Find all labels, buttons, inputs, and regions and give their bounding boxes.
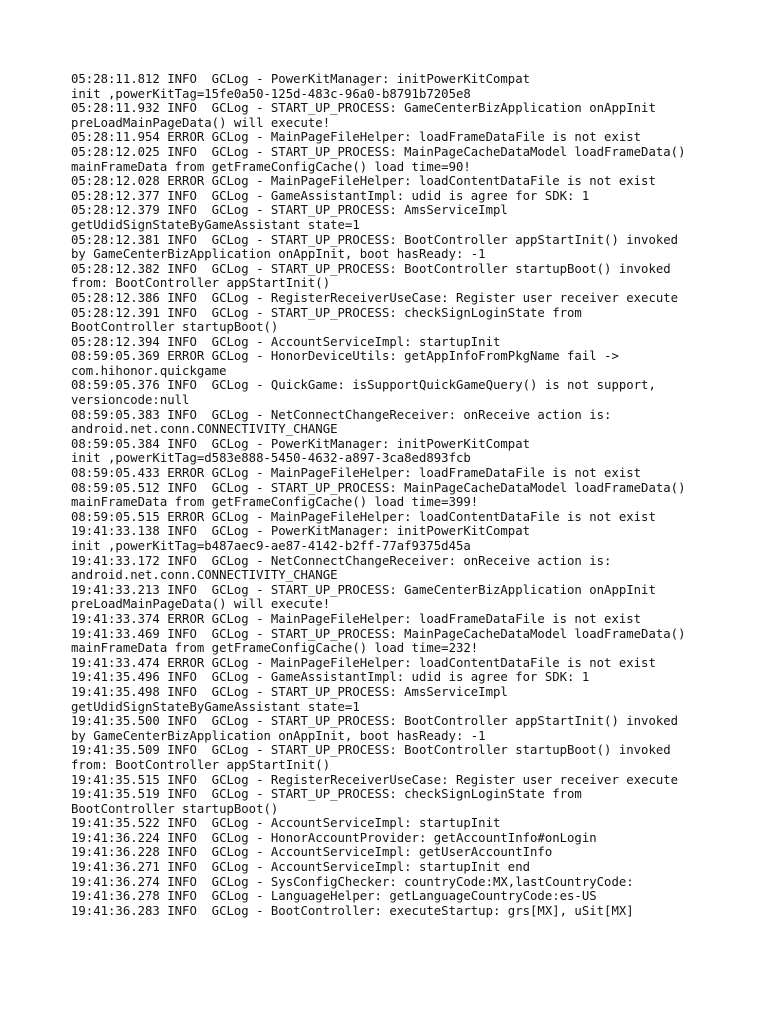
log-line: 05:28:12.382 INFO GCLog - START_UP_PROCESS: BootController startupBoot() invoked (71, 261, 671, 276)
log-line: 08:59:05.383 INFO GCLog - NetConnectChangeReceiver: onReceive action is: (71, 407, 612, 422)
log-line: by GameCenterBizApplication onAppInit, boot hasReady: -1 (71, 247, 486, 262)
log-line: by GameCenterBizApplication onAppInit, boot hasReady: -1 (71, 728, 486, 743)
log-line: 08:59:05.384 INFO GCLog - PowerKitManager: initPowerKitCompat (71, 436, 531, 451)
log-line: 08:59:05.376 INFO GCLog - QuickGame: isSupportQuickGameQuery() is not support, (71, 378, 656, 393)
log-line: getUdidSignStateByGameAssistant state=1 (71, 217, 360, 232)
log-line: 19:41:36.274 INFO GCLog - SysConfigChecker: countryCode:MX,lastCountryCode: (71, 874, 634, 889)
log-line: 19:41:33.172 INFO GCLog - NetConnectChangeReceiver: onReceive action is: (71, 553, 612, 568)
log-line: init ,powerKitTag=15fe0a50-125d-483c-96a0-b8791b7205e8 (71, 86, 471, 101)
log-line: android.net.conn.CONNECTIVITY_CHANGE (71, 422, 338, 437)
log-line: 19:41:35.498 INFO GCLog - START_UP_PROCESS: AmsServiceImpl (71, 684, 508, 699)
log-line: 05:28:11.954 ERROR GCLog - MainPageFileHelper: loadFrameDataFile is not exist (71, 130, 642, 145)
log-line: 05:28:12.379 INFO GCLog - START_UP_PROCESS: AmsServiceImpl (71, 203, 508, 218)
log-line: 19:41:35.500 INFO GCLog - START_UP_PROCESS: BootController appStartInit() invoked (71, 714, 679, 729)
log-line: 08:59:05.512 INFO GCLog - START_UP_PROCESS: MainPageCacheDataModel loadFrameData() (71, 480, 686, 495)
log-line: init ,powerKitTag=d583e888-5450-4632-a897-3ca8ed893fcb (71, 451, 471, 466)
log-line: 19:41:33.469 INFO GCLog - START_UP_PROCESS: MainPageCacheDataModel loadFrameData() (71, 626, 686, 641)
log-line: com.hihonor.quickgame (71, 363, 227, 378)
log-line: BootController startupBoot() (71, 320, 279, 335)
log-line: 19:41:35.509 INFO GCLog - START_UP_PROCESS: BootController startupBoot() invoked (71, 743, 671, 758)
log-line: from: BootController appStartInit() (71, 757, 331, 772)
log-line: 08:59:05.515 ERROR GCLog - MainPageFileHelper: loadContentDataFile is not exist (71, 509, 656, 524)
log-line: 19:41:36.278 INFO GCLog - LanguageHelper: getLanguageCountryCode:es-US (71, 889, 597, 904)
log-line: 05:28:11.932 INFO GCLog - START_UP_PROCESS: GameCenterBizApplication onAppInit (71, 101, 656, 116)
log-line: android.net.conn.CONNECTIVITY_CHANGE (71, 568, 338, 583)
log-line: 19:41:35.496 INFO GCLog - GameAssistantImpl: udid is agree for SDK: 1 (71, 670, 590, 685)
log-line: 08:59:05.433 ERROR GCLog - MainPageFileHelper: loadFrameDataFile is not exist (71, 466, 642, 481)
log-line: 19:41:36.224 INFO GCLog - HonorAccountProvider: getAccountInfo#onLogin (71, 830, 597, 845)
log-line: 05:28:12.381 INFO GCLog - START_UP_PROCESS: BootController appStartInit() invoked (71, 232, 679, 247)
log-line: 19:41:36.283 INFO GCLog - BootController: executeStartup: grs[MX], uSit[MX] (71, 903, 634, 918)
log-line: 19:41:33.374 ERROR GCLog - MainPageFileHelper: loadFrameDataFile is not exist (71, 611, 642, 626)
log-line: getUdidSignStateByGameAssistant state=1 (71, 699, 360, 714)
log-line: 05:28:12.028 ERROR GCLog - MainPageFileHelper: loadContentDataFile is not exist (71, 174, 656, 189)
log-line: 05:28:12.025 INFO GCLog - START_UP_PROCESS: MainPageCacheDataModel loadFrameData() (71, 144, 686, 159)
log-line: 08:59:05.369 ERROR GCLog - HonorDeviceUtils: getAppInfoFromPkgName fail -> (71, 349, 619, 364)
log-line: 05:28:12.391 INFO GCLog - START_UP_PROCESS: checkSignLoginState from (71, 305, 582, 320)
log-line: 19:41:36.271 INFO GCLog - AccountServiceImpl: startupInit end (71, 860, 531, 875)
log-line: mainFrameData from getFrameConfigCache() load time=232! (71, 641, 479, 656)
log-line: 19:41:33.474 ERROR GCLog - MainPageFileHelper: loadContentDataFile is not exist (71, 655, 656, 670)
log-line: 05:28:12.394 INFO GCLog - AccountServiceImpl: startupInit (71, 334, 501, 349)
log-line: mainFrameData from getFrameConfigCache() load time=399! (71, 495, 479, 510)
log-line: 19:41:35.519 INFO GCLog - START_UP_PROCESS: checkSignLoginState from (71, 787, 582, 802)
log-line: 19:41:33.213 INFO GCLog - START_UP_PROCESS: GameCenterBizApplication onAppInit (71, 582, 656, 597)
log-line: 05:28:12.377 INFO GCLog - GameAssistantImpl: udid is agree for SDK: 1 (71, 188, 590, 203)
log-line: 19:41:35.515 INFO GCLog - RegisterReceiverUseCase: Register user receiver execute (71, 772, 679, 787)
log-line: 19:41:33.138 INFO GCLog - PowerKitManager: initPowerKitCompat (71, 524, 531, 539)
log-line: preLoadMainPageData() will execute! (71, 115, 331, 130)
log-line: preLoadMainPageData() will execute! (71, 597, 331, 612)
log-line: init ,powerKitTag=b487aec9-ae87-4142-b2ff-77af9375d45a (71, 539, 471, 553)
log-document (71, 72, 731, 918)
log-line: 19:41:35.522 INFO GCLog - AccountServiceImpl: startupInit (71, 816, 501, 831)
log-line: BootController startupBoot() (71, 801, 279, 816)
log-line: 05:28:12.386 INFO GCLog - RegisterReceiverUseCase: Register user receiver execute (71, 290, 679, 305)
log-line: from: BootController appStartInit() (71, 276, 331, 291)
log-line: 05:28:11.812 INFO GCLog - PowerKitManager: initPowerKitCompat (71, 72, 531, 86)
log-line: 19:41:36.228 INFO GCLog - AccountServiceImpl: getUserAccountInfo (71, 845, 553, 860)
log-line: mainFrameData from getFrameConfigCache() load time=90! (71, 159, 471, 174)
log-line: versioncode:null (71, 393, 190, 408)
